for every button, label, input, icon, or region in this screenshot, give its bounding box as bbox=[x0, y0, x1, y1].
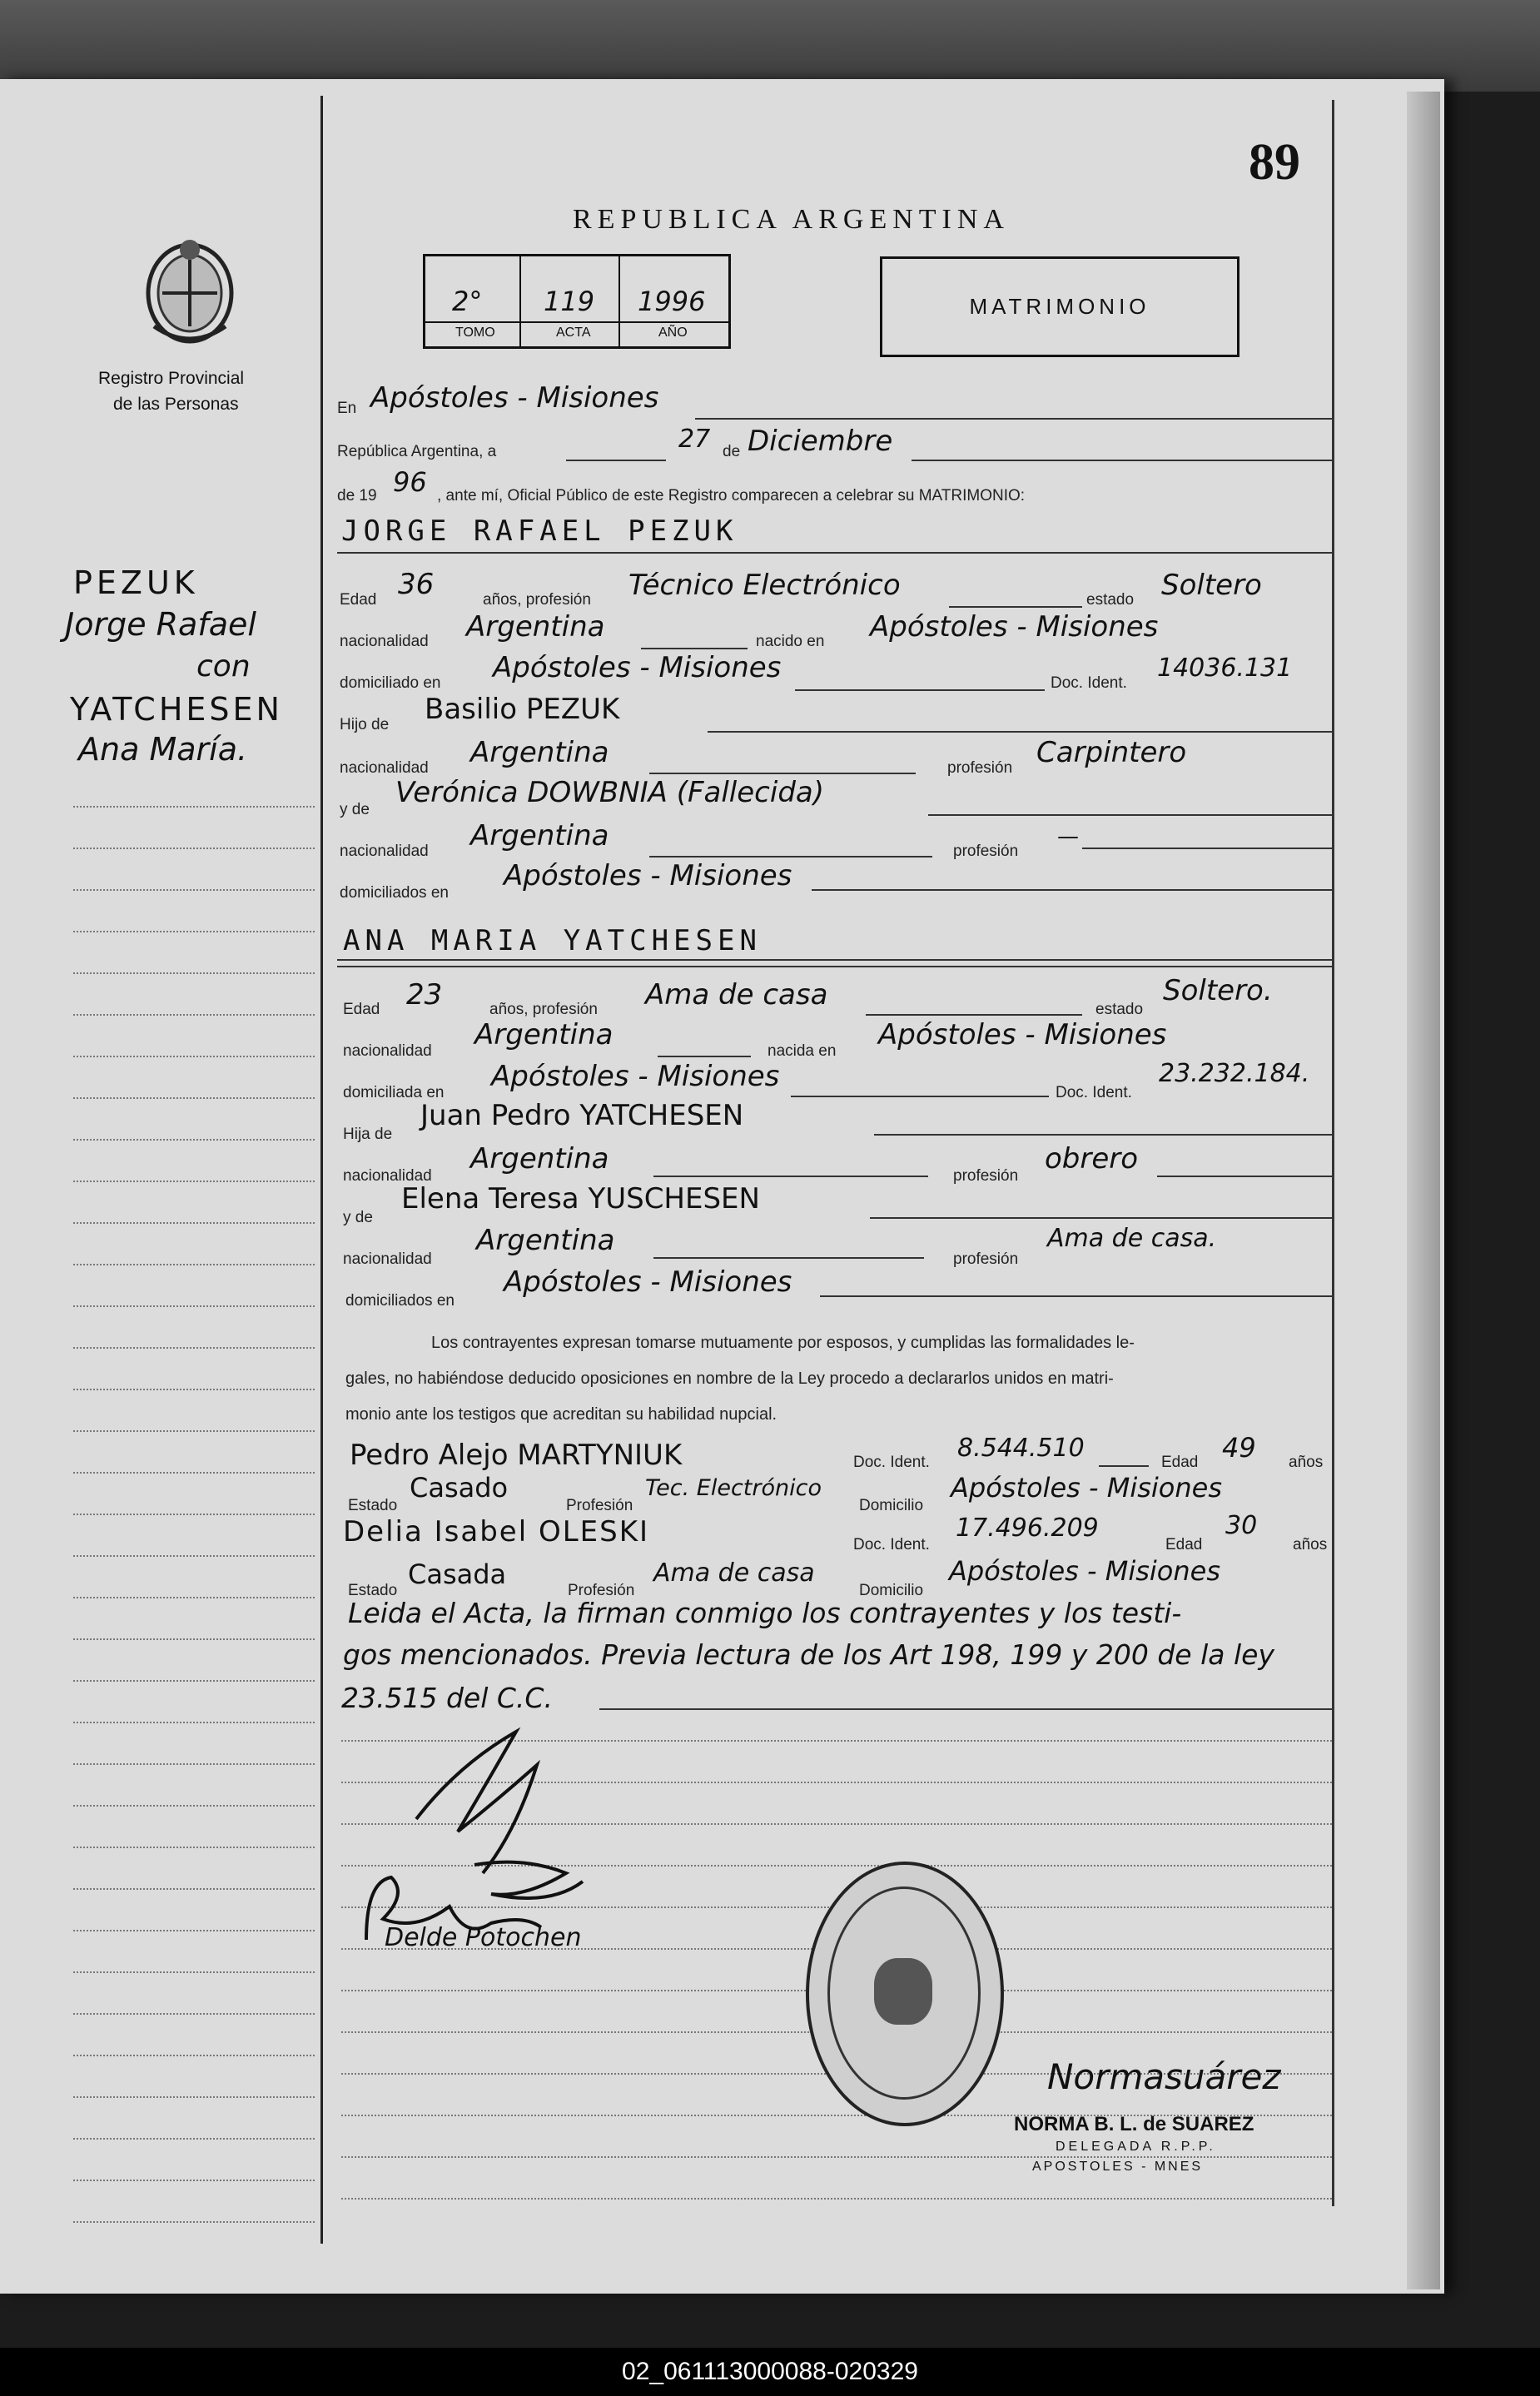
bride-nac-madre-label: nacionalidad bbox=[343, 1250, 432, 1268]
witness2-estado-label: Estado bbox=[348, 1582, 398, 1599]
groom-profesion: Técnico Electrónico bbox=[628, 569, 901, 602]
witness1-doc: 8.544.510 bbox=[957, 1434, 1085, 1463]
country-heading: REPUBLICA ARGENTINA bbox=[573, 204, 1010, 235]
margin-rule-line bbox=[73, 1305, 315, 1307]
witness1-profesion: Tec. Electrónico bbox=[645, 1475, 822, 1501]
witness2-doc: 17.496.209 bbox=[956, 1514, 1099, 1543]
closing-line1: Leida el Acta, la firman conmigo los contrayentes y los testi- bbox=[348, 1597, 1182, 1629]
margin-rule-line bbox=[73, 1097, 315, 1099]
witness2-edad-label: Edad bbox=[1165, 1536, 1203, 1553]
witness1-edad: 49 bbox=[1222, 1432, 1256, 1464]
bride-dom-label: domiciliada en bbox=[343, 1084, 445, 1101]
groom-name: JORGE RAFAEL PEZUK bbox=[341, 514, 738, 548]
declaration-line2: gales, no habiéndose deducido oposiciones en nombre de la Ley procedo a declararlos unidos en matri- bbox=[345, 1369, 1114, 1388]
witness2-profesion-label: Profesión bbox=[568, 1582, 635, 1599]
officer-signature: Normasuárez bbox=[1047, 2056, 1281, 2097]
witness1-estado: Casado bbox=[410, 1472, 509, 1504]
officer-title: DELEGADA R.P.P. bbox=[1056, 2140, 1216, 2154]
bride-edad-label: Edad bbox=[343, 1001, 380, 1018]
bride-nac-label: nacionalidad bbox=[343, 1042, 432, 1060]
intro-text: , ante mí, Oficial Público de este Registro comparecen a celebrar su MATRIMONIO: bbox=[437, 487, 1026, 505]
margin-rule-line bbox=[73, 1430, 315, 1432]
officer-name: NORMA B. L. de SUAREZ bbox=[1014, 2113, 1254, 2135]
bride-madre: Elena Teresa YUSCHESEN bbox=[401, 1182, 760, 1215]
bride-doc: 23.232.184. bbox=[1159, 1059, 1310, 1088]
acta-type: MATRIMONIO bbox=[969, 294, 1150, 319]
witness2-estado: Casada bbox=[408, 1558, 507, 1590]
body-rule-line bbox=[341, 2156, 1332, 2158]
republica-label: República Argentina, a bbox=[337, 443, 497, 460]
margin-rule-line bbox=[73, 1763, 315, 1765]
ano-value: 1996 bbox=[638, 286, 706, 317]
margin-rule-line bbox=[73, 1389, 315, 1390]
margin-rule-line bbox=[73, 1056, 315, 1057]
witness2-domicilio-label: Domicilio bbox=[859, 1582, 924, 1599]
bride-nacida: Apóstoles - Misiones bbox=[878, 1018, 1167, 1051]
tomo-value: 2° bbox=[452, 286, 483, 317]
groom-domicilio: Apóstoles - Misiones bbox=[493, 651, 782, 684]
witness2-name: Delia Isabel OLESKI bbox=[343, 1515, 650, 1548]
margin-rule-line bbox=[73, 1930, 315, 1931]
margin-rule-line bbox=[73, 1222, 315, 1224]
intro-day: 27 bbox=[678, 425, 711, 454]
groom-estado-label: estado bbox=[1086, 591, 1135, 609]
coat-of-arms-icon bbox=[137, 235, 242, 348]
footer-id: 02_061113000088-020329 bbox=[0, 2348, 1540, 2396]
groom-nac-label: nacionalidad bbox=[340, 633, 429, 650]
margin-rule bbox=[320, 96, 323, 2244]
bride-nacida-label: nacida en bbox=[768, 1042, 837, 1060]
closing-line3: 23.515 del C.C. bbox=[341, 1682, 553, 1714]
groom-nac-madre: Argentina bbox=[470, 819, 609, 853]
margin-rule-line bbox=[73, 972, 315, 974]
witness1-profesion-label: Profesión bbox=[566, 1497, 633, 1514]
margin-rule-line bbox=[73, 1347, 315, 1349]
bride-prof-padre-label: profesión bbox=[953, 1167, 1019, 1185]
bride-y-de-label: y de bbox=[343, 1209, 373, 1226]
witness2-doc-label: Doc. Ident. bbox=[853, 1536, 930, 1553]
groom-padre: Basilio PEZUK bbox=[425, 693, 620, 726]
margin-rule-line bbox=[73, 931, 315, 932]
witness2-domicilio: Apóstoles - Misiones bbox=[949, 1555, 1220, 1587]
bride-nac-padre: Argentina bbox=[470, 1142, 609, 1176]
groom-prof-madre: — bbox=[1057, 824, 1079, 849]
groom-domiciliados: Apóstoles - Misiones bbox=[504, 859, 792, 892]
bride-edad: 23 bbox=[406, 978, 443, 1012]
bride-nacionalidad: Argentina bbox=[474, 1018, 614, 1051]
margin-rule-line bbox=[73, 1555, 315, 1557]
margin-note-surname: PEZUK bbox=[73, 564, 199, 601]
margin-rule-line bbox=[73, 1264, 315, 1265]
groom-doc: 14036.131 bbox=[1157, 654, 1293, 683]
bride-prof-padre: obrero bbox=[1045, 1142, 1139, 1176]
matrimonio-box bbox=[880, 256, 1239, 357]
bride-doc-label: Doc. Ident. bbox=[1056, 1084, 1132, 1101]
acta-label: ACTA bbox=[556, 326, 591, 340]
bride-name: ANA MARIA YATCHESEN bbox=[343, 924, 762, 957]
declaration-line3: monio ante los testigos que acreditan su habilidad nupcial. bbox=[345, 1405, 777, 1424]
margin-rule-line bbox=[73, 848, 315, 849]
body-rule-line bbox=[341, 2198, 1332, 2200]
groom-hijo-label: Hijo de bbox=[340, 716, 390, 733]
officer-place: APOSTOLES - MNES bbox=[1032, 2160, 1204, 2174]
bride-nac-padre-label: nacionalidad bbox=[343, 1167, 432, 1185]
page-edge bbox=[1407, 92, 1440, 2289]
groom-edad-label: Edad bbox=[340, 591, 377, 609]
witness2-profesion: Ama de casa bbox=[653, 1558, 815, 1588]
margin-rule-line bbox=[73, 1888, 315, 1890]
groom-anos-label: años, profesión bbox=[483, 591, 591, 609]
witness1-domicilio: Apóstoles - Misiones bbox=[951, 1472, 1222, 1504]
groom-prof-padre-label: profesión bbox=[947, 759, 1013, 777]
margin-rule-line bbox=[73, 2055, 315, 2056]
groom-y-de-label: y de bbox=[340, 801, 370, 818]
margin-rule-line bbox=[73, 1014, 315, 1016]
groom-dom-label: domiciliado en bbox=[340, 674, 441, 692]
bride-hija-label: Hija de bbox=[343, 1126, 393, 1143]
margin-rule-line bbox=[73, 1805, 315, 1807]
witness2-edad: 30 bbox=[1225, 1511, 1258, 1540]
witness-signature-name: Delde Potochen bbox=[385, 1923, 582, 1952]
margin-rule-line bbox=[73, 2096, 315, 2098]
groom-nacido: Apóstoles - Misiones bbox=[870, 610, 1159, 644]
margin-rule-line bbox=[73, 1680, 315, 1682]
tomo-acta-ano-box bbox=[423, 254, 731, 349]
margin-rule-line bbox=[73, 806, 315, 808]
groom-nacionalidad: Argentina bbox=[466, 610, 605, 644]
tomo-label: TOMO bbox=[455, 326, 495, 340]
bride-domicilio: Apóstoles - Misiones bbox=[491, 1060, 780, 1093]
registry-name-line2: de las Personas bbox=[113, 395, 239, 414]
right-rule bbox=[1332, 100, 1334, 2206]
margin-rule-line bbox=[73, 1514, 315, 1515]
bride-prof-madre: Ama de casa. bbox=[1047, 1224, 1217, 1253]
bride-profesion: Ama de casa bbox=[645, 978, 828, 1012]
witness1-domicilio-label: Domicilio bbox=[859, 1497, 924, 1514]
margin-rule-line bbox=[73, 1139, 315, 1141]
registry-name-line1: Registro Provincial bbox=[98, 369, 245, 388]
bride-domiciliados-label: domiciliados en bbox=[345, 1292, 455, 1310]
bride-estado: Soltero. bbox=[1163, 974, 1273, 1007]
groom-madre: Verónica DOWBNIA (Fallecida) bbox=[395, 776, 824, 809]
witness1-edad-label: Edad bbox=[1161, 1454, 1199, 1471]
groom-prof-madre-label: profesión bbox=[953, 843, 1019, 860]
page-number: 89 bbox=[1249, 134, 1300, 191]
margin-rule-line bbox=[73, 2013, 315, 2015]
groom-nacido-label: nacido en bbox=[756, 633, 825, 650]
groom-prof-padre: Carpintero bbox=[1036, 736, 1187, 769]
margin-rule-line bbox=[73, 889, 315, 891]
closing-line2: gos mencionados. Previa lectura de los Art 198, 199 y 200 de la ley bbox=[343, 1638, 1274, 1671]
margin-rule-line bbox=[73, 2221, 315, 2223]
margin-note-bride-surname: YATCHESEN bbox=[70, 691, 283, 728]
groom-nac-padre: Argentina bbox=[470, 736, 609, 769]
margin-rule-line bbox=[73, 1472, 315, 1474]
margin-rule-line bbox=[73, 2180, 315, 2181]
witness1-doc-label: Doc. Ident. bbox=[853, 1454, 930, 1471]
declaration-line1: Los contrayentes expresan tomarse mutuamente por esposos, y cumplidas las formalidades le- bbox=[431, 1334, 1135, 1352]
bride-estado-label: estado bbox=[1095, 1001, 1144, 1018]
margin-rule-line bbox=[73, 1597, 315, 1598]
ano-label: AÑO bbox=[658, 326, 688, 340]
groom-edad: 36 bbox=[398, 568, 435, 601]
witness1-estado-label: Estado bbox=[348, 1497, 398, 1514]
groom-nac-padre-label: nacionalidad bbox=[340, 759, 429, 777]
margin-rule-line bbox=[73, 1181, 315, 1182]
acta-value: 119 bbox=[544, 286, 595, 317]
de-label: de bbox=[723, 443, 741, 460]
groom-nac-madre-label: nacionalidad bbox=[340, 843, 429, 860]
bride-prof-madre-label: profesión bbox=[953, 1250, 1019, 1268]
intro-place: Apóstoles - Misiones bbox=[370, 381, 659, 415]
bride-anos-label: años, profesión bbox=[489, 1001, 598, 1018]
bride-domiciliados: Apóstoles - Misiones bbox=[504, 1265, 792, 1299]
intro-year: 96 bbox=[393, 466, 427, 498]
en-label: En bbox=[337, 400, 357, 417]
groom-domiciliados-label: domiciliados en bbox=[340, 884, 449, 902]
margin-rule-line bbox=[73, 1638, 315, 1640]
bride-nac-madre: Argentina bbox=[476, 1224, 615, 1257]
witness1-anos-label: años bbox=[1289, 1454, 1324, 1471]
intro-month: Diciembre bbox=[748, 425, 893, 458]
margin-rule-line bbox=[73, 1971, 315, 1973]
margin-note-con: con bbox=[196, 649, 251, 684]
witness1-name: Pedro Alejo MARTYNIUK bbox=[350, 1439, 683, 1472]
groom-estado: Soltero bbox=[1161, 569, 1262, 602]
de19-label: de 19 bbox=[337, 487, 377, 505]
witness2-anos-label: años bbox=[1293, 1536, 1328, 1553]
margin-rule-line bbox=[73, 1722, 315, 1723]
margin-rule-line bbox=[73, 1847, 315, 1848]
groom-doc-label: Doc. Ident. bbox=[1051, 674, 1127, 692]
margin-rule-line bbox=[73, 2138, 315, 2140]
official-seal-icon bbox=[806, 1862, 1004, 2126]
margin-note-given-names: Jorge Rafael bbox=[65, 606, 256, 643]
margin-note-bride-names: Ana María. bbox=[78, 731, 248, 768]
background-top bbox=[0, 0, 1540, 92]
bride-padre: Juan Pedro YATCHESEN bbox=[420, 1099, 744, 1132]
